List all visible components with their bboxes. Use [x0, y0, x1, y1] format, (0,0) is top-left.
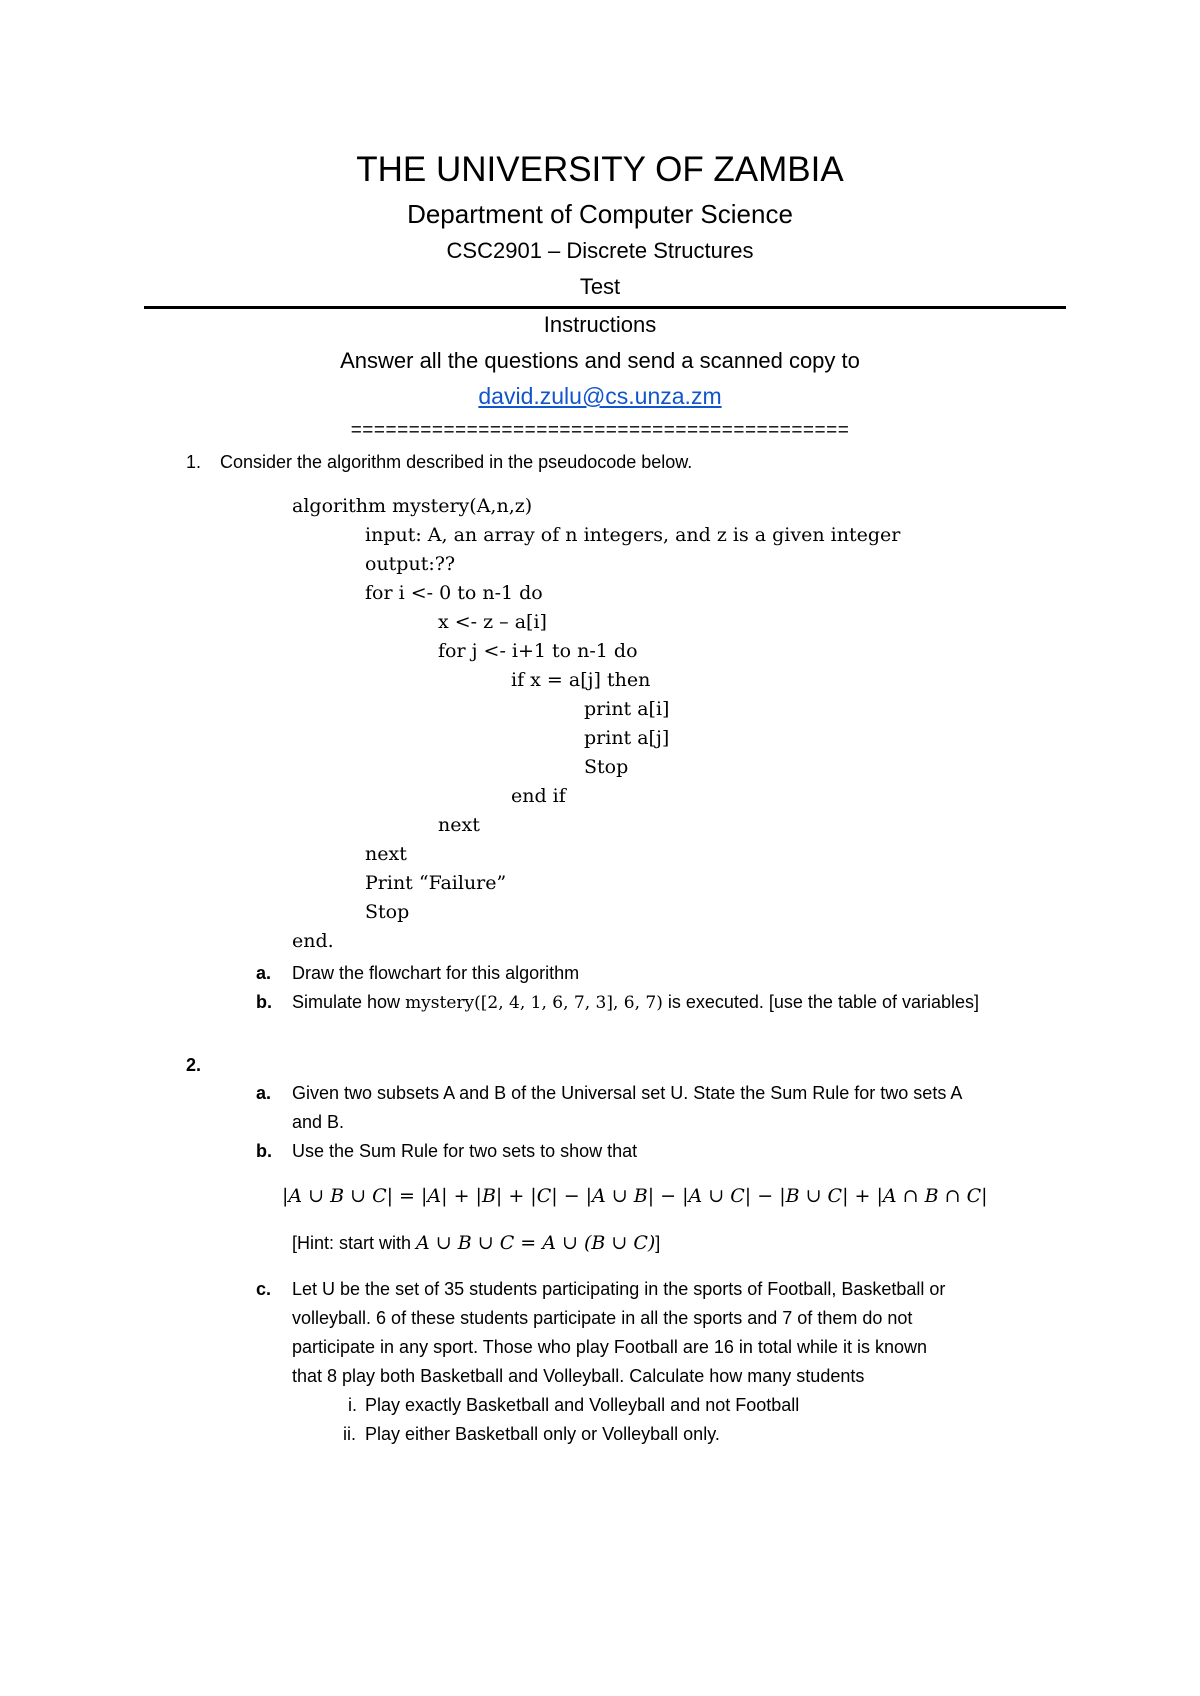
q2b-hint: [292, 1232, 660, 1254]
q2-number: 2.: [186, 1055, 202, 1075]
hint-pre: [Hint: start with: [292, 1233, 417, 1253]
code-line: output:??: [365, 553, 456, 575]
test-title: Test: [579, 274, 621, 299]
q1a-label: a.: [256, 963, 272, 983]
q2c-line: that 8 play both Basketball and Volleyball. Calculate how many students: [292, 1366, 865, 1386]
q2ci-label: i.: [348, 1395, 357, 1415]
inclusion-exclusion-formula: |A ∪ B ∪ C| = |A| + |B| + |C| − |A ∪ B| − |A ∪ C| − |B ∪ C| + |A ∩ B ∩ C|: [282, 1185, 988, 1207]
q2b-text: Use the Sum Rule for two sets to show that: [292, 1141, 638, 1161]
email-link[interactable]: [0, 383, 1200, 410]
code-line: Stop: [584, 756, 629, 778]
instructions-title: Instructions: [543, 312, 657, 337]
code-line: Stop: [365, 901, 410, 923]
q1b-text-pre: Simulate how: [292, 992, 406, 1012]
code-line: next: [365, 843, 407, 865]
code-line: next: [438, 814, 480, 836]
q2c-label: c.: [256, 1279, 272, 1299]
email-link-text[interactable]: david.zulu@cs.unza.zm: [478, 383, 722, 409]
q2c-line: Let U be the set of 35 students participating in the sports of Football, Basketball or: [292, 1279, 946, 1299]
q1b-text: [292, 992, 979, 1013]
q2c-line: participate in any sport. Those who play Football are 16 in total while it is known: [292, 1337, 928, 1357]
q2cii-text: Play either Basketball only or Volleyball only.: [365, 1424, 720, 1444]
code-line: print a[i]: [584, 698, 670, 720]
course-title: CSC2901 – Discrete Structures: [446, 238, 754, 263]
q1b-label: b.: [256, 992, 272, 1012]
q1a-text: Draw the flowchart for this algorithm: [292, 963, 580, 983]
code-line: for i <- 0 to n-1 do: [365, 582, 543, 604]
department-title: Department of Computer Science: [407, 199, 793, 229]
code-line: Print “Failure”: [365, 872, 507, 894]
hint-math: A ∪ B ∪ C = A ∪ (B ∪ C): [416, 1232, 656, 1254]
header-divider: [144, 306, 1066, 309]
q1b-text-post: is executed. [use the table of variables]: [662, 992, 980, 1012]
code-line: for j <- i+1 to n-1 do: [438, 640, 638, 662]
university-title: THE UNIVERSITY OF ZAMBIA: [356, 150, 844, 189]
code-line: end if: [511, 785, 566, 807]
q2a-text-line1: Given two subsets A and B of the Universal set U. State the Sum Rule for two sets A: [292, 1083, 963, 1103]
hint-post: ]: [655, 1233, 661, 1253]
code-line: print a[j]: [584, 727, 670, 749]
code-line: x <- z – a[i]: [438, 611, 547, 633]
code-line: algorithm mystery(A,n,z): [292, 495, 533, 517]
q1b-call: mystery([2, 4, 1, 6, 7, 3], 6, 7): [405, 993, 663, 1013]
q2c-line: volleyball. 6 of these students participate in all the sports and 7 of them do not: [292, 1308, 913, 1328]
q2a-label: a.: [256, 1083, 272, 1103]
q2ci-text: Play exactly Basketball and Volleyball and not Football: [365, 1395, 800, 1415]
q1-number: 1.: [186, 452, 202, 472]
code-line: end.: [292, 930, 334, 952]
q2a-text-line2: and B.: [292, 1112, 345, 1132]
q2b-label: b.: [256, 1141, 272, 1161]
instructions-text: Answer all the questions and send a scanned copy to: [340, 348, 860, 373]
code-line: input: A, an array of n integers, and z is a given integer: [365, 524, 901, 546]
code-line: if x = a[j] then: [511, 669, 651, 691]
q1-prompt: Consider the algorithm described in the pseudocode below.: [220, 452, 693, 472]
separator-line: ===========================================: [350, 420, 850, 441]
q2cii-label: ii.: [343, 1424, 356, 1444]
